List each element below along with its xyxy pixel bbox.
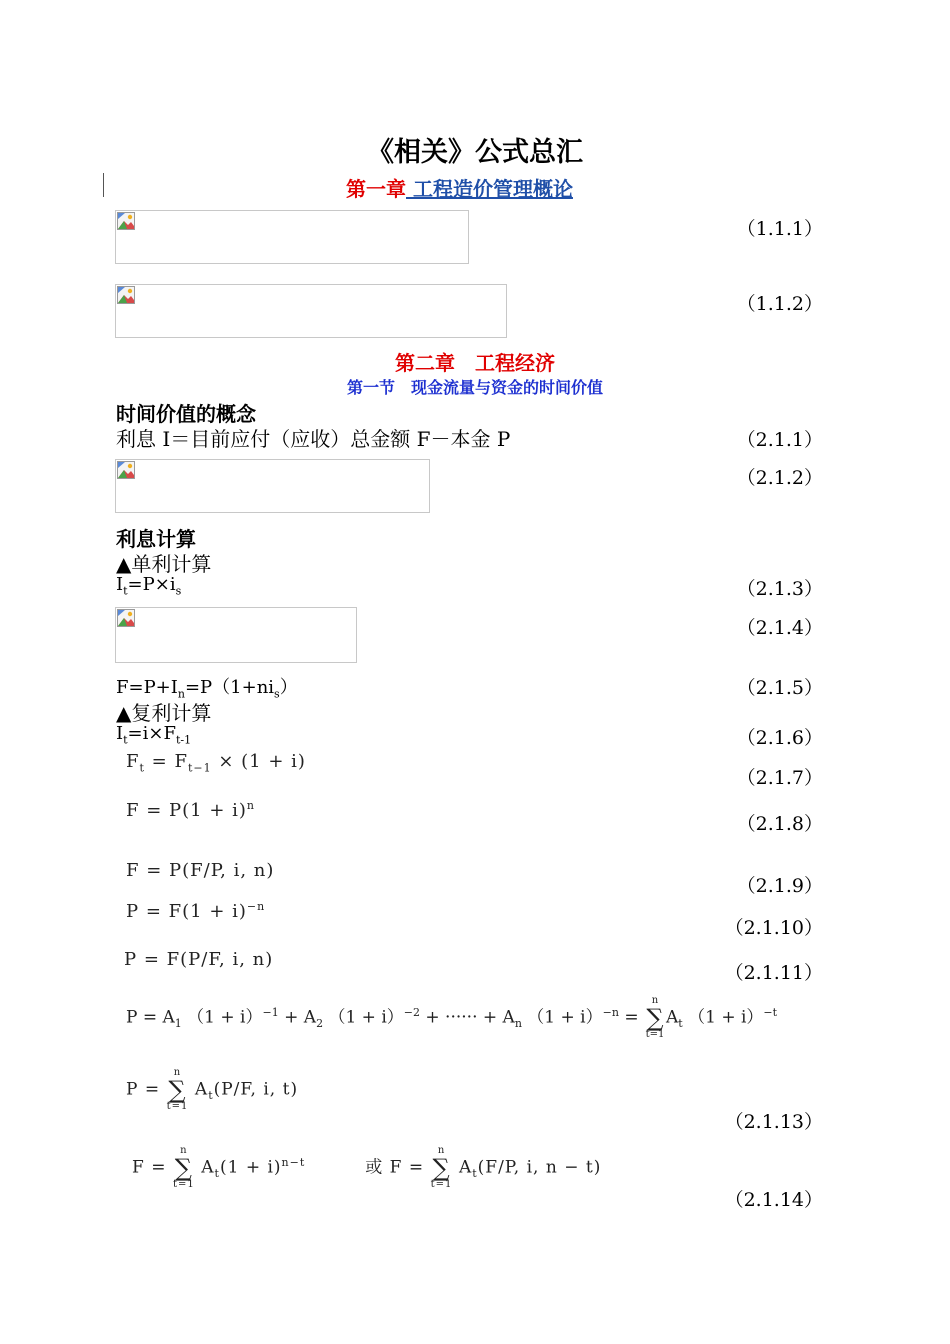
formula-part: F = P(1 + i) [126,800,247,821]
formula-part: A [458,1157,473,1178]
sum-upper-limit: n [651,995,659,1006]
formula-2-1-9: F = P(F/P, i, n) [126,860,275,881]
formula-superscript: −2 [403,1005,420,1019]
formula-superscript: −n [246,900,266,913]
equation-number: （2.1.14） [724,1189,823,1211]
formula-subscript: t [139,761,145,775]
formula-superscript: −n [602,1005,619,1019]
equation-number: （2.1.1） [736,429,823,451]
equation-number: （2.1.6） [736,727,823,749]
formula-subscript: 1 [174,1016,182,1030]
formula-part: =i×F [127,723,176,744]
formula-2-1-14 [132,1146,601,1190]
formula-part: =P（1+ni [184,677,275,698]
formula-subscript: s [175,584,182,598]
sum-upper-limit: n [437,1145,446,1156]
sum-lower-limit: t=1 [645,1029,665,1040]
simple-interest-label: ▲单利计算 [116,552,212,576]
equation-number: （2.1.13） [724,1111,823,1133]
sum-lower-limit: t=1 [166,1101,189,1112]
formula-subscript: t [214,1166,220,1180]
sigma-icon: ∑ [168,1076,187,1104]
formula-subscript: s [274,687,280,701]
equation-number: （2.1.2） [736,467,823,489]
sigma-icon: ∑ [174,1154,193,1182]
summation-symbol [167,1068,189,1112]
formula-superscript: −1 [262,1005,279,1019]
sum-upper-limit: n [173,1067,182,1078]
equation-number: （2.1.9） [736,875,823,897]
broken-image-icon [117,286,135,304]
formula-2-1-11: P = F(P/F, i, n) [124,949,274,970]
formula-superscript: n [246,799,255,812]
formula-part: 或 F = [365,1157,431,1178]
formula-2-1-13 [126,1068,298,1112]
broken-image-icon [117,461,135,479]
formula-image-2-1-4 [115,607,357,663]
formula-part: F = [132,1157,173,1178]
formula-part: （1 + i） [323,1007,404,1028]
compound-interest-label: ▲复利计算 [116,701,212,725]
formula-part: + A [278,1007,317,1028]
formula-part: F [126,751,140,772]
formula-2-1-3 [116,574,181,598]
formula-part: =P×i [127,574,176,595]
formula-2-1-12 [126,996,777,1040]
equation-number: （2.1.10） [724,917,823,939]
formula-subscript: t [123,733,128,747]
equation-number: （2.1.8） [736,813,823,835]
formula-part: (1 + i) [219,1157,282,1178]
formula-part: + ······ + A [420,1007,515,1028]
section-1-heading: 第一节 现金流量与资金的时间价值 [346,378,603,397]
formula-superscript: n−t [281,1155,306,1169]
formula-part: P = A [126,1007,175,1028]
sum-lower-limit: t=1 [430,1179,453,1190]
broken-image-icon [117,212,135,230]
formula-2-1-6 [116,723,191,747]
formula-image-1-1-2 [115,284,507,338]
summation-symbol [173,1146,195,1190]
chapter-1-link[interactable]: 工程造价管理概论 [406,177,573,201]
formula-subscript: t−1 [187,761,212,775]
equation-number: （1.1.1） [736,218,823,240]
page-title: 《相关》公式总汇 [367,137,583,168]
formula-2-1-10 [126,900,265,922]
formula-subscript: t [123,584,128,598]
formula-part: （1 + i） [521,1007,603,1028]
interest-definition: 利息 I＝目前应付（应收）总金额 F－本金 P [116,427,511,451]
equation-number: （2.1.3） [736,578,823,600]
formula-part: ） [279,677,298,698]
formula-subscript: n [514,1016,522,1030]
formula-subscript: t [472,1166,478,1180]
formula-part: A [666,1007,679,1028]
formula-2-1-8 [126,799,255,821]
sigma-icon: ∑ [646,1004,664,1032]
equation-number: （1.1.2） [736,293,823,315]
broken-image-icon [117,609,135,627]
formula-subscript: t-1 [175,733,192,747]
sum-lower-limit: t=1 [172,1179,195,1190]
formula-part: （1 + i） [181,1007,263,1028]
formula-part: A [194,1079,209,1100]
formula-part: I [116,574,124,595]
formula-part: = F [151,751,188,772]
equation-number: （2.1.11） [724,962,823,984]
chapter-1-label: 第一章 [346,177,406,201]
equation-number: （2.1.5） [736,677,823,699]
formula-image-2-1-2 [115,459,430,513]
formula-subscript: t [678,1016,683,1030]
equation-number: （2.1.4） [736,617,823,639]
interest-calc-heading: 利息计算 [116,527,196,551]
formula-2-1-7 [126,751,306,775]
formula-subscript: n [177,687,185,701]
formula-part: P = [126,1079,167,1100]
sum-upper-limit: n [180,1145,188,1156]
text-cursor [103,173,104,197]
formula-image-1-1-1 [115,210,469,264]
formula-part: P = F(1 + i) [126,901,247,922]
formula-part: I [116,723,124,744]
formula-part: A [201,1157,215,1178]
formula-part: （1 + i） [682,1007,764,1028]
formula-subscript: t [208,1088,214,1102]
chapter-2-heading: 第二章 工程经济 [395,351,555,375]
formula-part: × (1 + i) [211,751,306,772]
time-value-heading: 时间价值的概念 [116,402,256,426]
sigma-icon: ∑ [432,1154,451,1182]
chapter-1-heading [346,173,573,202]
formula-superscript: −t [763,1005,778,1019]
formula-part: = [618,1007,644,1028]
formula-part: F=P+I [116,677,178,698]
formula-part: (P/F, i, t) [213,1079,299,1100]
summation-symbol [431,1146,453,1190]
formula-subscript: 2 [316,1016,324,1030]
equation-number: （2.1.7） [736,767,823,789]
formula-part: (F/P, i, n − t) [477,1157,602,1178]
summation-symbol [644,996,666,1040]
